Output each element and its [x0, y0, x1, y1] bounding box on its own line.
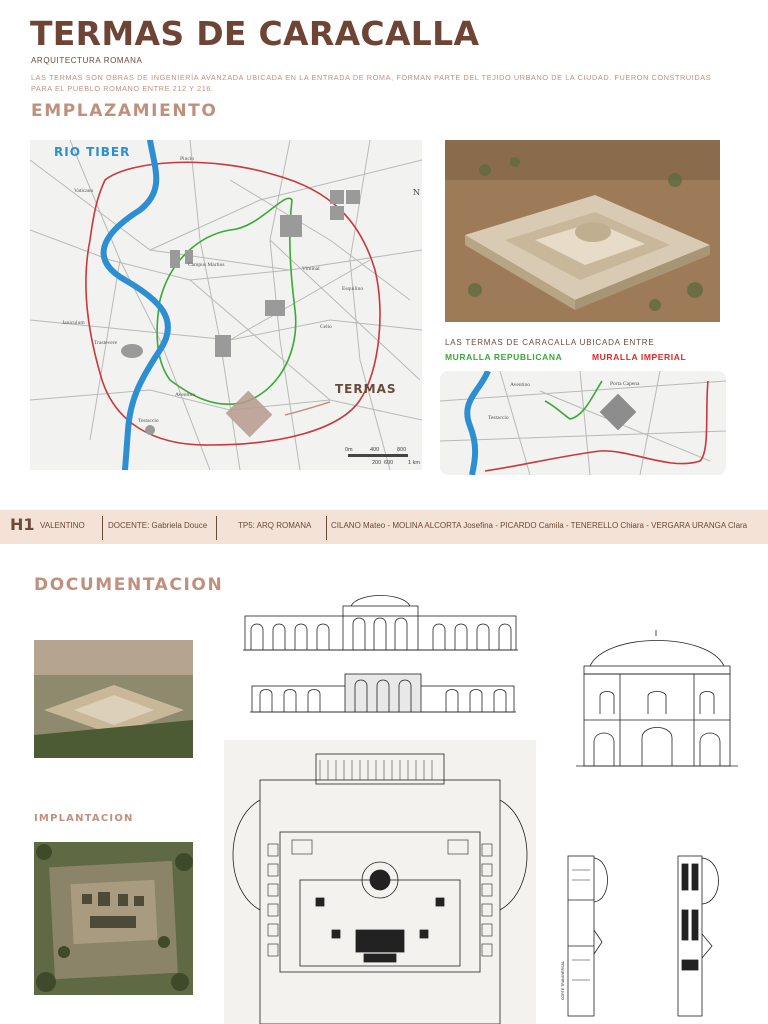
svg-text:1 km: 1 km — [408, 460, 420, 466]
legend-muralla-republicana: MURALLA REPUBLICANA — [445, 352, 563, 362]
floor-plan-drawing — [224, 740, 536, 1024]
map-place-label: Pincio — [180, 156, 195, 162]
cross-section-drawing-right — [668, 850, 730, 1024]
svg-text:600: 600 — [384, 460, 394, 466]
map-place-label: Viminal — [302, 266, 320, 272]
map-scale-bar — [345, 447, 420, 466]
svg-text:0m: 0m — [345, 447, 353, 453]
page-subtitle: ARQUITECTURA ROMANA — [31, 56, 143, 65]
map-place-label: Esquilino — [342, 286, 364, 292]
detail-map — [440, 371, 726, 475]
strip-divider — [102, 516, 103, 540]
dome-elevation-drawing — [576, 630, 738, 768]
strip-divider — [326, 516, 327, 540]
map-place-label: Testaccio — [138, 418, 159, 424]
strip-divider — [216, 516, 217, 540]
section-stamp: CORTE TRANSVERSAL — [561, 961, 565, 1000]
map-place-label: Celio — [320, 324, 332, 330]
satellite-photo — [34, 842, 193, 995]
strip-code: H1 — [10, 515, 35, 534]
svg-text:200: 200 — [372, 460, 382, 466]
location-caption: LAS TERMAS DE CARACALLA UBICADA ENTRE — [445, 338, 655, 347]
map-place-label: Vaticano — [74, 188, 94, 194]
map-place-label: Janiculum — [62, 320, 85, 326]
rome-map — [30, 140, 422, 470]
intro-text: LAS TERMAS SON OBRAS DE INGENIERÍA AVANZADA UBICADA EN LA ENTRADA DE ROMA, FORMAN PARTE DEL TEJIDO URBANO DE LA CIUDAD. FUERON CONSTRUIDAS PARA EL PUEBLO ROMANO ENTRE 212 Y 216. — [31, 73, 712, 93]
ruins-photo — [34, 640, 193, 758]
strip-group: VALENTINO — [40, 521, 85, 530]
strip-docente: DOCENTE: Gabriela Douce — [108, 521, 208, 530]
termas-label: TERMAS — [335, 382, 397, 396]
river-label: RIO TIBER — [54, 145, 131, 159]
aerial-model-image — [445, 140, 720, 322]
section-elevation-drawing — [250, 668, 516, 716]
svg-text:400: 400 — [370, 447, 380, 453]
documentacion-heading: DOCUMENTACION — [34, 575, 224, 595]
cross-section-drawing-left — [560, 850, 620, 1024]
detail-map-label: Testaccio — [488, 415, 509, 421]
page-title: TERMAS DE CARACALLA — [30, 14, 480, 53]
strip-tp: TP5: ARQ ROMANA — [238, 521, 312, 530]
north-arrow-label: N — [413, 188, 420, 197]
strip-authors: CILANO Mateo - MOLINA ALCORTA Josefina - PICARDO Camila - TENERELLO Chiara - VERGARA URANGA Clara — [331, 521, 748, 530]
front-elevation-drawing — [243, 594, 518, 652]
svg-text:800: 800 — [397, 447, 407, 453]
implantacion-heading: IMPLANTACION — [34, 813, 134, 824]
detail-map-label: Porta Capena — [610, 381, 640, 387]
map-place-label: Trastevere — [94, 340, 118, 346]
map-place-label: Aventino — [175, 392, 196, 398]
map-place-label: Campus Martius — [188, 262, 225, 268]
emplazamiento-heading: EMPLAZAMIENTO — [31, 101, 218, 121]
detail-map-label: Aventino — [510, 382, 531, 388]
legend-muralla-imperial: MURALLA IMPERIAL — [592, 352, 687, 362]
